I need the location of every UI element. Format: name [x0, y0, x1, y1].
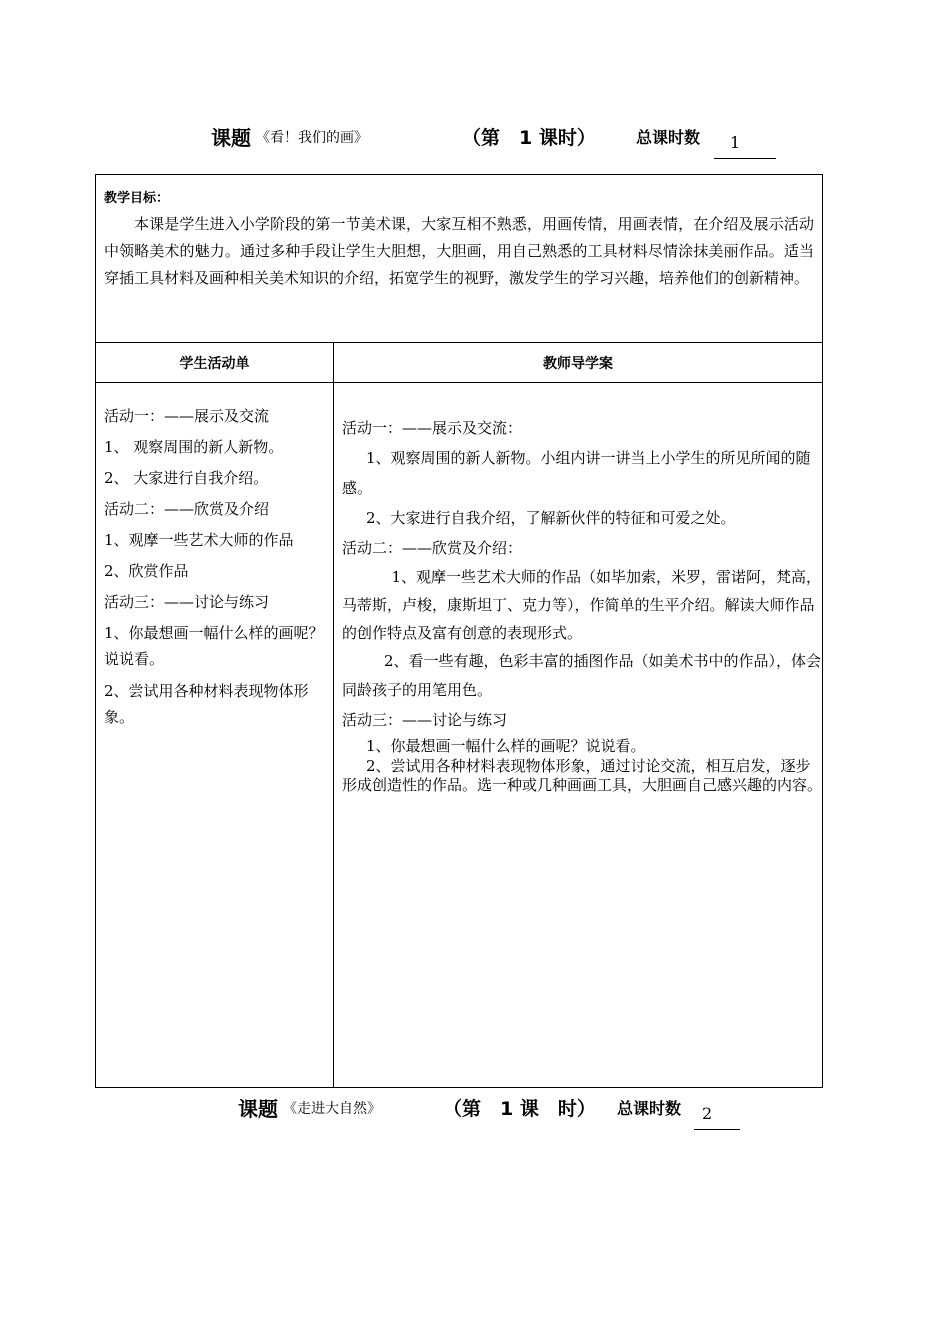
total-hours-label: 总课时数 [617, 1099, 682, 1118]
student-activity-cell [96, 383, 334, 1088]
total-hours-value: 1 [714, 128, 776, 159]
teacher-item: 活动三：——讨论与练习 [342, 711, 508, 729]
lesson-number: （第 1 课 时） [443, 1098, 596, 1120]
student-item: 2、 大家进行自我介绍。 [104, 469, 269, 487]
total-hours-value: 2 [694, 1099, 740, 1130]
student-item: 活动三：——讨论与练习 [104, 593, 270, 611]
lesson-label: 课题 [211, 126, 251, 150]
lesson-title-1 [0, 123, 950, 153]
lesson-title-2 [0, 1094, 950, 1124]
lesson-name: 《走进大自然》 [283, 1101, 381, 1117]
teacher-item: 2、尝试用各种材料表现物体形象，通过讨论交流，相互启发，逐步形成创造性的作品。选一种或几种画画工具，大胆画自己感兴趣的内容。 [342, 757, 823, 794]
student-item: 1、你最想画一幅什么样的画呢？说说看。 [104, 624, 324, 668]
teacher-item: 1、观察周围的新人新物。小组内讲一讲当上小学生的所见所闻的随感。 [342, 449, 811, 497]
lesson-number: （第 1 课时） [462, 127, 596, 149]
total-hours-label: 总课时数 [636, 128, 701, 147]
teacher-guide-cell [334, 383, 823, 1088]
teacher-item: 2、大家进行自我介绍，了解新伙伴的特征和可爱之处。 [366, 509, 736, 527]
student-item: 1、观摩一些艺术大师的作品 [104, 531, 294, 549]
student-item: 2、尝试用各种材料表现物体形象。 [104, 682, 309, 726]
lesson-plan-table [95, 174, 823, 1088]
student-column-header: 学生活动单 [96, 343, 334, 383]
student-item: 活动二：——欣赏及介绍 [104, 500, 270, 518]
student-item: 1、 观察周围的新人新物。 [104, 438, 284, 456]
objectives-heading: 教学目标： [104, 191, 170, 206]
teacher-column-header: 教师导学案 [334, 343, 823, 383]
teacher-item: 1、你最想画一幅什么样的画呢？说说看。 [366, 737, 646, 755]
teacher-item: 1、观摩一些艺术大师的作品（如毕加索，米罗，雷诺阿，梵高，马蒂斯，卢梭，康斯坦丁、克力等），作简单的生平介绍。解读大师作品的创作特点及富有创意的表现形式。 [342, 568, 822, 642]
student-item: 2、欣赏作品 [104, 562, 189, 580]
objectives-cell [96, 175, 823, 343]
lesson-name: 《看！我们的画》 [256, 130, 368, 146]
teacher-item: 活动一：——展示及交流： [342, 419, 523, 437]
student-item: 活动一：——展示及交流 [104, 407, 270, 425]
lesson-label: 课题 [238, 1097, 278, 1121]
objectives-text: 本课是学生进入小学阶段的第一节美术课，大家互相不熟悉，用画传情，用画表情，在介绍及展示活动中领略美术的魅力。通过多种手段让学生大胆想，大胆画，用自己熟悉的工具材料尽情涂抹美丽作品。适当穿插工具材料及画种相关美术知识的介绍，拓宽学生的视野，激发学生的学习兴趣，培养他们的创新精神。 [104, 215, 815, 287]
teacher-item: 2、看一些有趣，色彩丰富的插图作品（如美术书中的作品），体会同龄孩子的用笔用色。 [342, 652, 822, 699]
teacher-item: 活动二：——欣赏及介绍： [342, 539, 523, 557]
